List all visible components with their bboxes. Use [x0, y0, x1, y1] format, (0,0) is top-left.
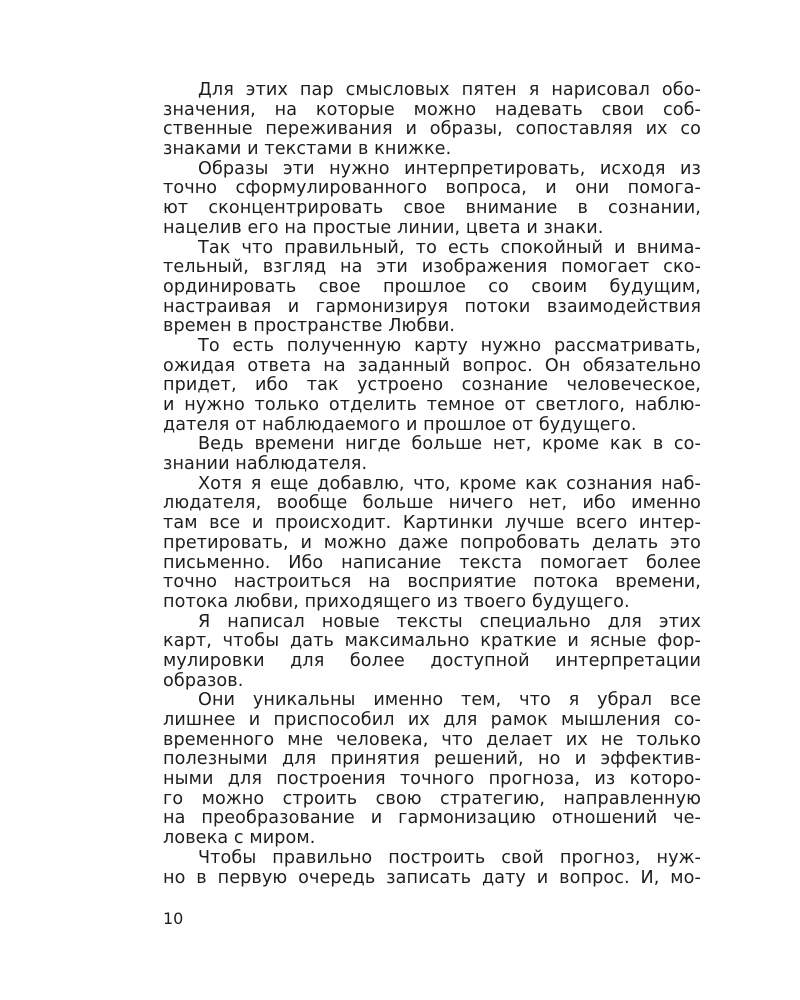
- text-line: Так что правильный, то есть спокойный и внима-: [198, 237, 701, 258]
- text-line: точно сформулированного вопроса, и они помога-: [163, 178, 701, 199]
- page-number: 10: [163, 909, 184, 928]
- text-line: Для этих пар смысловых пятен я нарисовал обо-: [198, 80, 701, 100]
- text-line: письменно. Ибо написание текста помогает более: [163, 552, 701, 573]
- text-line: карт, чтобы дать максимально краткие и ясные фор-: [163, 631, 701, 652]
- body-text: [163, 81, 701, 888]
- text-line: нацелив его на простые линии, цвета и знаки.: [163, 217, 604, 238]
- text-line: мулировки для более доступной интерпретации: [163, 650, 701, 671]
- text-line: образов.: [163, 670, 244, 691]
- text-line: ственные переживания и образы, сопоставляя их со: [163, 119, 701, 140]
- text-line: Они уникальны именно тем, что я убрал все: [198, 690, 701, 711]
- text-line: значения, на которые можно надевать свои соб-: [163, 99, 701, 120]
- text-line: То есть полученную карту нужно рассматривать,: [198, 335, 701, 356]
- text-line: лишнее и приспособил их для рамок мышления со-: [163, 710, 701, 730]
- text-line: полезными для принятия решений, но и эффектив-: [163, 749, 701, 770]
- text-line: Хотя я еще добавлю, что, кроме как сознания наб-: [198, 473, 701, 494]
- text-line: временного мне человека, что делает их не только: [163, 729, 701, 750]
- text-line: знаками и текстами в книжке.: [163, 139, 452, 160]
- text-line: точно настроиться на восприятие потока времени,: [163, 572, 701, 593]
- text-line: там все и происходит. Картинки лучше всего интер-: [163, 513, 701, 534]
- text-line: ожидая ответа на заданный вопрос. Он обязательно: [163, 355, 701, 376]
- text-line: Образы эти нужно интерпретировать, исходя из: [198, 158, 701, 179]
- text-line: потока любви, приходящего из твоего будущего.: [163, 591, 630, 612]
- text-line: придет, ибо так устроено сознание человеческое,: [163, 375, 701, 396]
- text-line: людателя, вообще больше ничего нет, ибо именно: [163, 493, 701, 514]
- text-line: Ведь времени нигде больше нет, кроме как в со-: [198, 434, 701, 455]
- text-line: ординировать свое прошлое со своим будущим,: [163, 276, 701, 297]
- text-line: претировать, и можно даже попробовать делать это: [163, 532, 701, 553]
- text-line: дателя от наблюдаемого и прошлое от будущего.: [163, 414, 637, 435]
- text-line: на преобразование и гармонизацию отношений че-: [163, 808, 701, 829]
- text-line: Чтобы правильно построить свой прогноз, нуж-: [198, 847, 701, 868]
- text-line: времен в пространстве Любви.: [163, 316, 456, 337]
- text-line: ловека с миром.: [163, 828, 316, 849]
- text-line: настраивая и гармонизируя потоки взаимодействия: [163, 296, 701, 317]
- text-line: ными для построения точного прогноза, из которо-: [163, 769, 701, 790]
- text-line: ют сконцентрировать свое внимание в сознании,: [163, 198, 701, 219]
- text-line: го можно строить свою стратегию, направленную: [163, 788, 701, 809]
- text-line: Я написал новые тексты специально для этих: [198, 611, 701, 632]
- text-line: и нужно только отделить темное от светлого, наблю-: [163, 395, 701, 415]
- text-line: тельный, взгляд на эти изображения помогает ско-: [163, 257, 701, 278]
- text-line: знании наблюдателя.: [163, 454, 368, 475]
- text-line: но в первую очередь записать дату и вопрос. И, мо-: [163, 867, 701, 888]
